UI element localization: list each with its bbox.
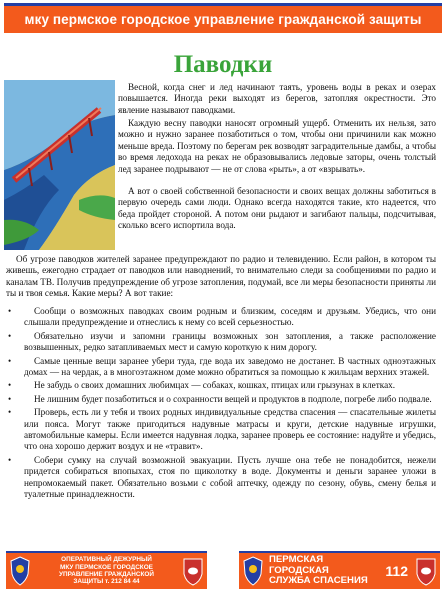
bullet-icon: •: [8, 330, 12, 341]
bullet-icon: •: [8, 355, 12, 366]
page-title: Паводки: [173, 51, 273, 78]
list-item: • Не лишним будет позаботиться и о сохранности вещей и продуктов в подполе, погребе либо подвале.: [8, 393, 432, 404]
header-title: мку пермское городское управление гражданской защиты: [24, 12, 422, 27]
intro-paragraph-2: Каждую весну паводки наносят огромный ущерб. Отменить их нельзя, зато можно и нужно заранее позаботиться о том, чтобы они причинили как можно меньше вреда. Поэтому по берегам рек возводят заградительные дамбы, а чтобы во время ледохода на реках не образовывались ледовые заторы, очень толстый лед заранее подрывают — не от слова «рыть», а от «взрывать».: [118, 118, 436, 174]
bullet-icon: •: [8, 407, 12, 418]
bullet-icon: •: [8, 380, 12, 391]
list-item: • Самые ценные вещи заранее убери туда, где вода их заведомо не достанет. В частных одноэтажных домах — на чердак, а в многоэтажном доме можно обратиться за помощью к жильцам верхних этажей.: [8, 355, 436, 378]
bullet-icon: •: [8, 393, 12, 404]
shield-emblem-icon: [9, 556, 31, 586]
list-item: • Обязательно изучи и запомни границы возможных зон затопления, а также расположение возвышенных, редко затапливаемых мест и самую короткую к ним дорогу.: [8, 330, 436, 353]
list-item: • Проверь, есть ли у тебя и твоих родных индивидуальные средства спасения — спасательные жилеты или пояса. Могут также пригодиться надувные матрасы и круги, детские надувные игрушки, автомобильные камеры. Если имеется надувная лодка, заранее проверь ее состояние: надуйте и убедись, что она хорошо держит воздух и не «травит».: [8, 407, 436, 452]
intro-paragraph-1: Весной, когда снег и лед начинают таять, уровень воды в реках и озерах повышается. Иногда реки выходят из берегов, затопляя окрестности. Это явление называют паводками.: [118, 82, 436, 115]
flood-bridge-illustration: [4, 80, 115, 250]
header-banner: [4, 3, 442, 33]
duty-contact-text: ОПЕРАТИВНЫЙ ДЕЖУРНЫЙ МКУ ПЕРМСКОЕ ГОРОДСКОЕ УПРАВЛЕНИЕ ГРАЖДАНСКОЙ ЗАЩИТЫ т. 212 84 44: [59, 556, 154, 586]
rescue-service-text: ПЕРМСКАЯ ГОРОДСКАЯ СЛУЖБА СПАСЕНИЯ: [269, 554, 368, 587]
bullet-icon: •: [8, 454, 12, 465]
intro-paragraph-3: А вот о своей собственной безопасности и своих вещах должны заботиться в первую очередь сами люди. Однако всегда находятся такие, кто надеется, что беда пройдет стороной. А потом они рыдают и загибают пальцы, подсчитывая, сколько всего испортила вода.: [118, 186, 436, 231]
list-item: • Не забудь о своих домашних любимцах — собаках, кошках, птицах или грызунах в клетках.: [8, 380, 396, 391]
rescue-service-banner: [239, 551, 440, 589]
list-item: • Собери сумку на случай возможной эвакуации. Пусть лучше она тебе не понадобится, нежели придется собираться впопыхах, стоя по щиколотку в воде. Документы и деньги заранее уложи в непромокаемый пакет. Обязательно возьми с собой аптечку, одежду по сезону, обувь, смену белья и туалетные принадлежности.: [8, 454, 436, 500]
duty-contact-banner: [6, 551, 207, 589]
emergency-number: 112: [385, 563, 408, 579]
list-item: • Сообщи о возможных паводках своим родным и близким, соседям и друзьям. Убедись, что они слышали предупреждение и отнеслись к нему со всей серьезностью.: [8, 306, 436, 328]
bear-emblem-icon: [182, 556, 204, 586]
safety-list: [6, 306, 436, 503]
bullet-icon: •: [8, 306, 12, 316]
lead-paragraph: Об угрозе паводков жителей заранее предупреждают по радио и телевидению. Если район, в котором ты живешь, ежегодно страдает от паводков или наводнений, то внимательно следи за сообщениями по радио и каналам ТВ. Получив предупреждение об угрозе затопления, подумай, все ли меры безопасности приняты ли ты и твоя семья. Какие меры? А вот такие:: [6, 254, 436, 299]
bear-emblem-icon: [415, 556, 437, 586]
shield-emblem-icon: [242, 556, 264, 586]
